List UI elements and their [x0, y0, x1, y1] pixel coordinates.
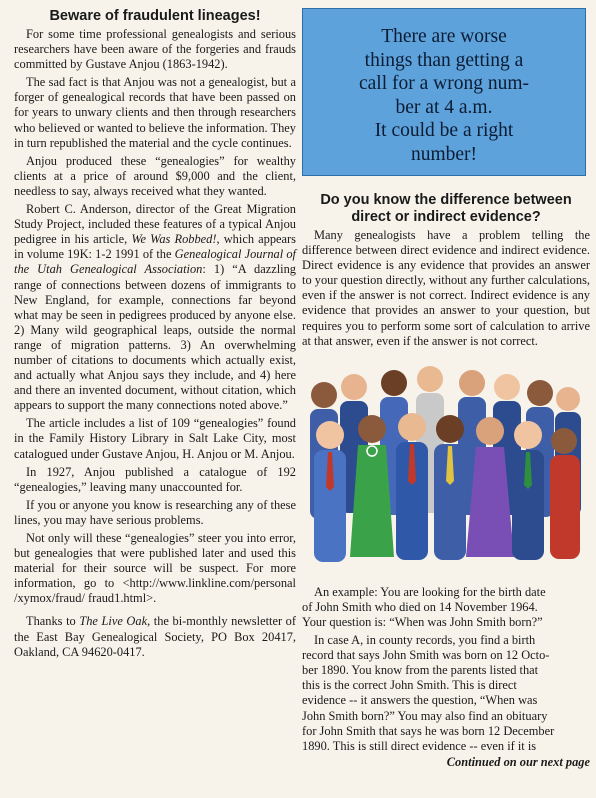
fraud-paragraph-3: Anjou produced these “genealogies” for wealthy clients at a price of around $9,000 and the client, needless to say, always received what they wanted.: [14, 153, 296, 198]
fraud-paragraph-7: If you or anyone you know is researching any of these lines, you may have serious problems.: [14, 497, 296, 527]
case-line-4: this is the correct John Smith. This is direct: [302, 678, 517, 693]
fraud-article-heading: Beware of fraudulent lineages!: [49, 8, 261, 24]
callout-line-2: things than getting a: [364, 49, 524, 71]
example-paragraph: [302, 585, 590, 630]
callout-line-3: call for a wrong num-: [358, 73, 530, 94]
people-icon: [302, 357, 586, 579]
callout-line-4: ber at 4 a.m.: [395, 96, 493, 118]
anderson-text-c: : 1) “A dazzling range of connections between dozens of immigrants to New England, for example, connections far beyond what may be seen in pedigrees produced by anyone else. 2) Many wild geographical leaps, outside the normal range of migration patterns. 3) An overwhelming number of citations to documents which actually exist, and actually what Anjou says they include, and 4) here and there an invented document, without citation, which appears to support the many connections noted above.”: [14, 262, 297, 413]
live-oak-title: The Live Oak: [79, 614, 148, 629]
thanks-text-b: , the bi-monthly newsletter of the East Bay Genealogical Society, PO Box 20417, Oakland, CA 94620-0417.: [14, 614, 297, 659]
anderson-text-b: , which appears in volume 19K: 1-2 1991 of the: [14, 232, 296, 262]
case-line-5: evidence -- it answers the question, “When was: [302, 693, 538, 708]
callout-box: [302, 8, 586, 176]
anderson-text-a: Robert C. Anderson, director of the Great Migration Study Project, included these features of a typical Anjou pedigree in his article,: [14, 202, 296, 247]
callout-line-6: number!: [410, 143, 478, 165]
fraud-paragraph-5: The article includes a list of 109 “genealogies” found in the Family History Library in Salt Lake City, most catalogued under Gustave Anjou, H. Anjou or M. Anjou.: [14, 416, 296, 461]
thanks-paragraph: [14, 614, 296, 659]
person-front-1: [314, 421, 346, 562]
case-line-1: In case A, in county records, you find a birth: [314, 633, 536, 648]
fraud-paragraph-6: In 1927, Anjou published a catalogue of 192 “genealogies,” leaving many unaccounted for.: [14, 464, 296, 494]
example-line-1: An example: You are looking for the birth date: [314, 584, 546, 599]
right-column: [302, 8, 590, 770]
case-a-paragraph: [302, 633, 590, 754]
case-line-6: John Smith born?” You may also find an obituary: [302, 708, 548, 723]
person-front-6: [512, 421, 544, 560]
person-front-4: [434, 415, 466, 560]
left-column: [14, 8, 296, 660]
callout-line-1: There are worse: [381, 26, 507, 47]
evidence-heading-line-2: direct or indirect evidence?: [351, 209, 541, 225]
continued-notice: Continued on our next page: [446, 754, 590, 769]
thanks-text-a: Thanks to: [26, 614, 80, 629]
article-title: We Was Robbed!: [131, 232, 217, 247]
evidence-heading-line-1: Do you know the difference between: [320, 192, 572, 208]
case-line-2: record that says John Smith was born on 12 Octo-: [302, 648, 550, 663]
fraud-paragraph-8: Not only will these “genealogies” steer you into error, but genealogies that were published later and used this material for their source will be suspect. For more information, go to <http://www.linkline.com/personal /xymox/fraud/ fraud1.html>.: [14, 531, 296, 606]
crowd-of-people-illustration: [302, 357, 586, 579]
fraud-paragraph-4: [14, 202, 296, 413]
evidence-article-heading: [302, 192, 590, 226]
example-line-3: Your question is: “When was John Smith born?”: [302, 614, 543, 629]
person-front-3: [396, 413, 428, 560]
evidence-paragraph-1: Many genealogists have a problem telling the difference between direct evidence and indirect evidence. Direct evidence is any evidence that provides an answer to your question directly, without any further calculations, even if the answer is not correct. Indirect evidence is any evidence that provides an answer to your question, but requires you to perform some sort of calculation to arrive at that answer, even if the answer is not correct.: [302, 228, 590, 348]
journal-title: Genealogical Journal of the Utah Genealogical Association: [14, 247, 296, 277]
case-line-7: for John Smith that says he was born 12 December: [302, 723, 555, 738]
example-line-2: of John Smith who died on 14 November 1964.: [302, 599, 538, 614]
case-line-8: 1890. This is still direct evidence -- even if it is: [302, 738, 537, 753]
callout-line-5: It could be a right: [374, 120, 514, 141]
case-line-3: ber 1890. You know from the parents listed that: [302, 663, 539, 678]
fraud-paragraph-1: For some time professional genealogists and serious researchers have been aware of the forgeries and frauds committed by Gustave Anjou (1863-1942).: [14, 27, 296, 72]
fraud-paragraph-2: The sad fact is that Anjou was not a genealogist, but a forger of genealogical records that have been passed on for years to unwary clients and then through researchers who believed or wanted to believe the information. They in turn republished the material and the cycle continues.: [14, 75, 296, 150]
